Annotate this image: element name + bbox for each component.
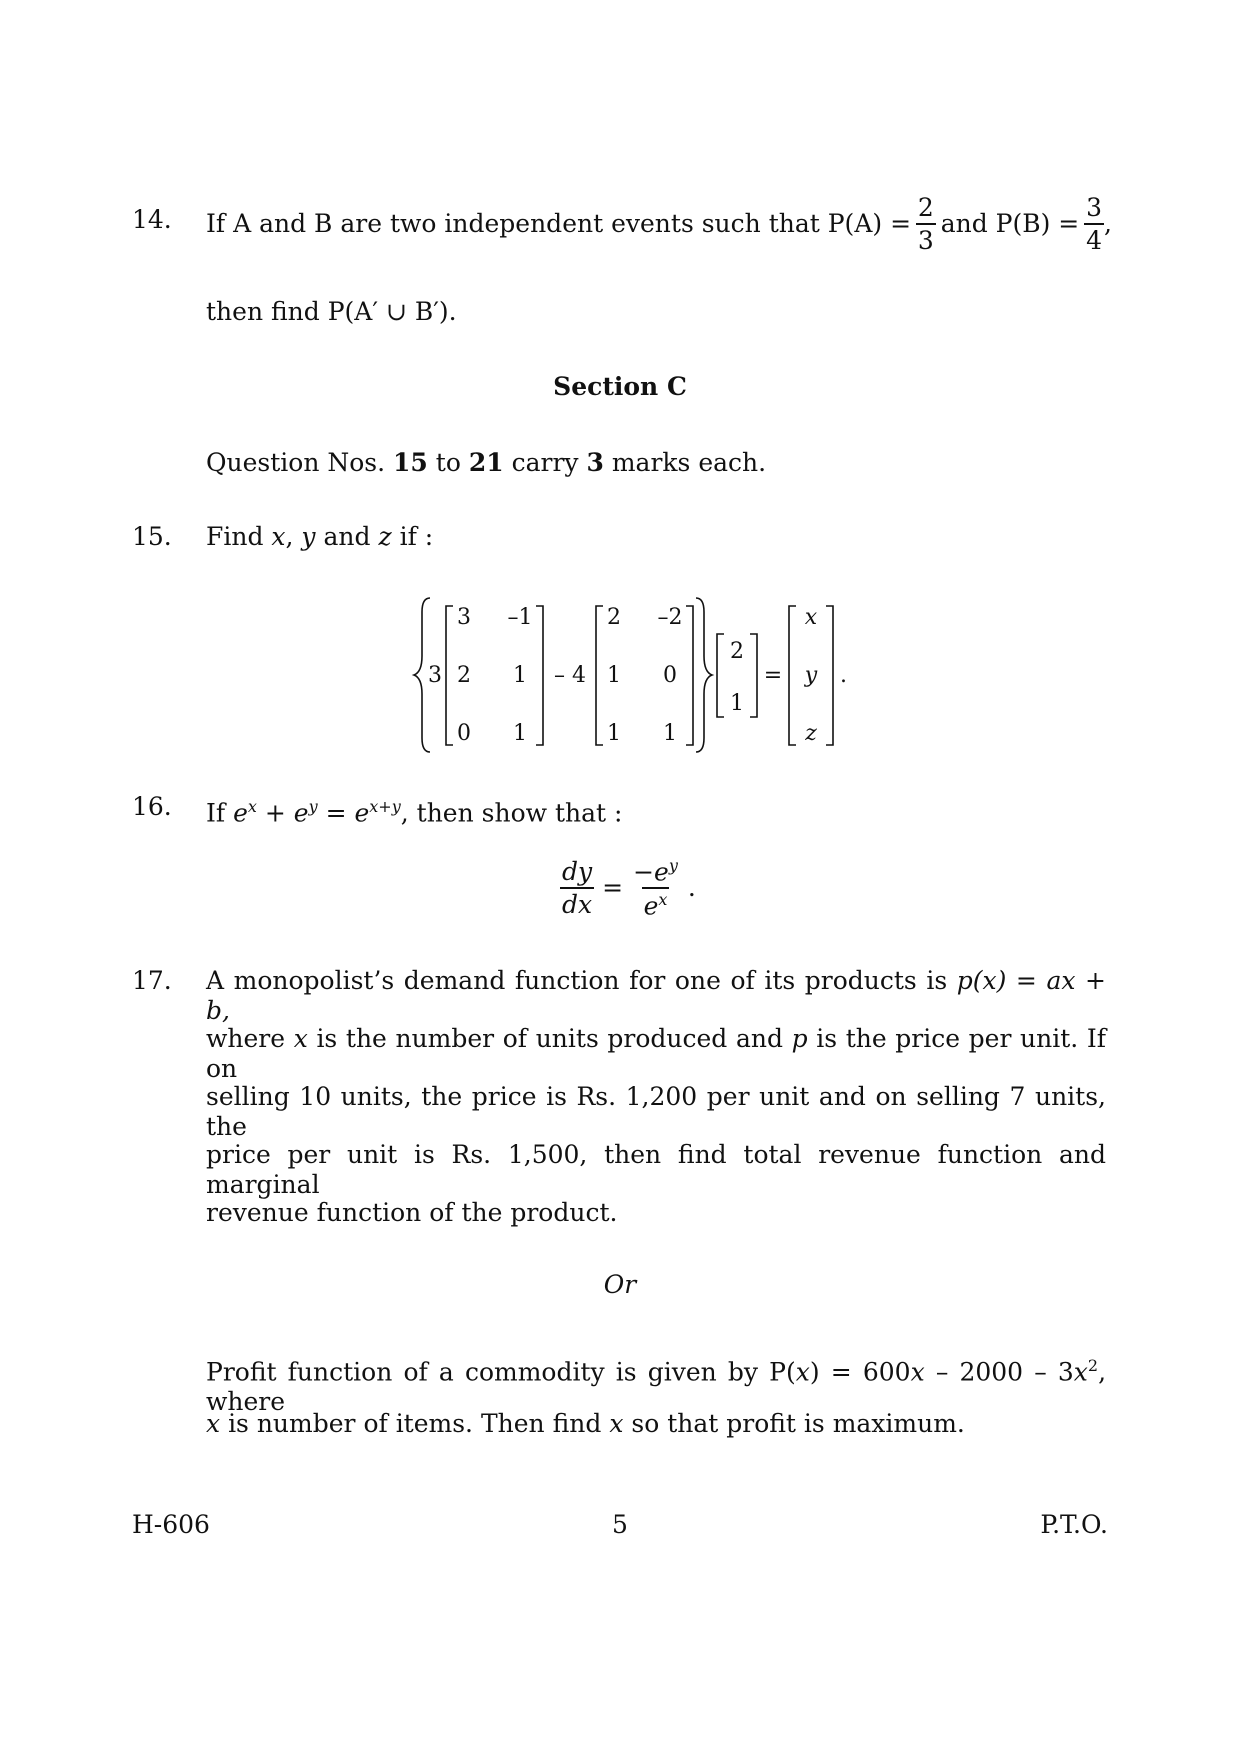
right-curly-brace (696, 598, 712, 752)
question-number-17: 17. (132, 966, 172, 995)
equals-sign: = (763, 663, 783, 688)
vector-left-bracket (717, 634, 724, 717)
matrix-a-left-bracket (446, 606, 453, 745)
question-number-16: 16. (132, 792, 172, 821)
result-cell: y (804, 663, 818, 688)
q17-line5: revenue function of the product. (206, 1198, 618, 1227)
matrix-b-cell: 1 (663, 721, 677, 746)
q16-text: If $e^x + e^y = e^{x+y}$, then show that : (206, 797, 623, 828)
q17-alt-line2: x is number of items. Then find x so that profit is maximum. (206, 1409, 965, 1438)
paper-code: H-606 (132, 1510, 210, 1539)
derivative-equation: $\frac{dy}{dx}$ = $\frac{-e^y}{e^x}$ . (562, 856, 696, 921)
matrix-b-cell: 1 (607, 663, 621, 688)
matrix-a-cell: 1 (513, 721, 527, 746)
result-cell: z (805, 721, 817, 746)
result-left-bracket (789, 606, 796, 745)
section-heading: Section C (553, 372, 687, 401)
q14-line1: If A and B are two independent events such that P(A) = $\frac{2}{3}$ and P(B) = $\frac{3}{4}$ , (206, 193, 1112, 255)
matrix-a-cell: 0 (457, 721, 471, 746)
result-cell: x (804, 605, 818, 630)
question-number-15: 15. (132, 522, 172, 551)
question-number-14: 14. (132, 205, 172, 234)
q17-line4: price per unit is Rs. 1,500, then find total revenue function and marginal (206, 1140, 1106, 1199)
section-note: Question Nos. 15 to 21 carry 3 marks each. (206, 448, 767, 477)
rhs-fraction: $\frac{-e^y}{e^x}$ (633, 856, 678, 921)
q17-line3: selling 10 units, the price is Rs. 1,200 per unit and on selling 7 units, the (206, 1082, 1106, 1141)
scalar-three: 3 (428, 663, 442, 688)
q14-text-mid: and P(B) = (940, 209, 1080, 238)
matrix-a-cell: 1 (513, 663, 527, 688)
matrix-b-cell: 1 (607, 721, 621, 746)
pa-fraction: $\frac{2}{3}$ (917, 193, 934, 255)
vector-cell: 1 (730, 691, 744, 716)
q17-line2: where x is the number of units produced and p is the price per unit. If on (206, 1024, 1106, 1083)
pto-label: P.T.O. (1040, 1510, 1108, 1539)
minus-four: – 4 (554, 663, 586, 688)
q14-line2: then find P(A′ ∪ B′). (206, 297, 457, 326)
matrix-b-cell: –2 (657, 605, 683, 630)
q17-alt-line1: Profit function of a commodity is given by $P(x) = 600x - 2000 - 3x^2$, where (206, 1356, 1107, 1417)
matrix-b-cell: 0 (663, 663, 677, 688)
q17-line1: A monopolist’s demand function for one of its products is p(x) = ax + b, (206, 966, 1106, 1025)
vector-cell: 2 (730, 639, 744, 664)
matrix-b-cell: 2 (607, 605, 621, 630)
pb-fraction: $\frac{3}{4}$ (1086, 193, 1103, 255)
dy-dx-fraction: $\frac{dy}{dx}$ (562, 857, 593, 920)
matrix-a-cell: –1 (507, 605, 533, 630)
or-separator: Or (603, 1270, 637, 1299)
period: . (840, 663, 847, 688)
matrix-a-right-bracket (536, 606, 543, 745)
result-right-bracket (826, 606, 833, 745)
vector-right-bracket (750, 634, 757, 717)
matrix-a-cell: 2 (457, 663, 471, 688)
page-number: 5 (612, 1510, 628, 1539)
q15-text: Find x, y and z if : (206, 522, 434, 551)
matrix-b-right-bracket (686, 606, 693, 745)
matrix-b-left-bracket (596, 606, 603, 745)
matrix-a-cell: 3 (457, 605, 471, 630)
q14-text-start: If A and B are two independent events such that P(A) = (206, 209, 912, 238)
matrix-equation (400, 592, 850, 762)
